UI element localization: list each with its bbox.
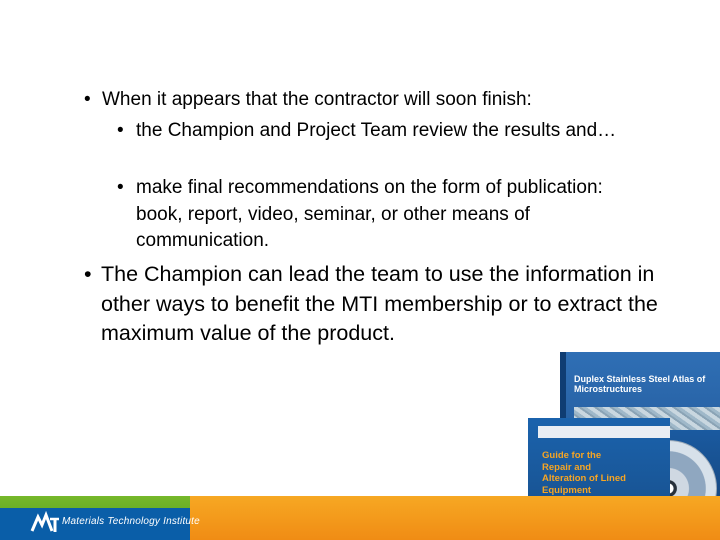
mti-logo-icon (30, 511, 60, 535)
footer-band-orange (190, 496, 720, 540)
book-title: Duplex Stainless Steel Atlas of Microstructures (574, 374, 706, 394)
sub-bullet-item (117, 175, 647, 255)
bullet-text: The Champion can lead the team to use the information in other ways to benefit the MTI membership or to extract the maximum value of the product. (101, 262, 658, 345)
bullet-dot: • (117, 177, 124, 198)
bullet-text: When it appears that the contractor will soon finish: (102, 89, 532, 110)
book-header-strip (538, 426, 670, 438)
sub-bullet-item (117, 118, 647, 145)
sub-bullet-text: the Champion and Project Team review the results and… (136, 120, 617, 141)
bullet-item (84, 87, 644, 113)
bullet-dot: • (84, 89, 91, 110)
bullet-dot: • (84, 262, 92, 286)
bullet-dot: • (117, 120, 124, 141)
sub-bullet-text: make final recommendations on the form of publication: book, report, video, seminar, or other means of communication. (136, 177, 603, 251)
bullet-item (84, 260, 664, 349)
book-title: Guide for the Repair and Alteration of Lined Equipment (542, 450, 626, 496)
footer-logo-label: Materials Technology Institute (62, 516, 200, 527)
